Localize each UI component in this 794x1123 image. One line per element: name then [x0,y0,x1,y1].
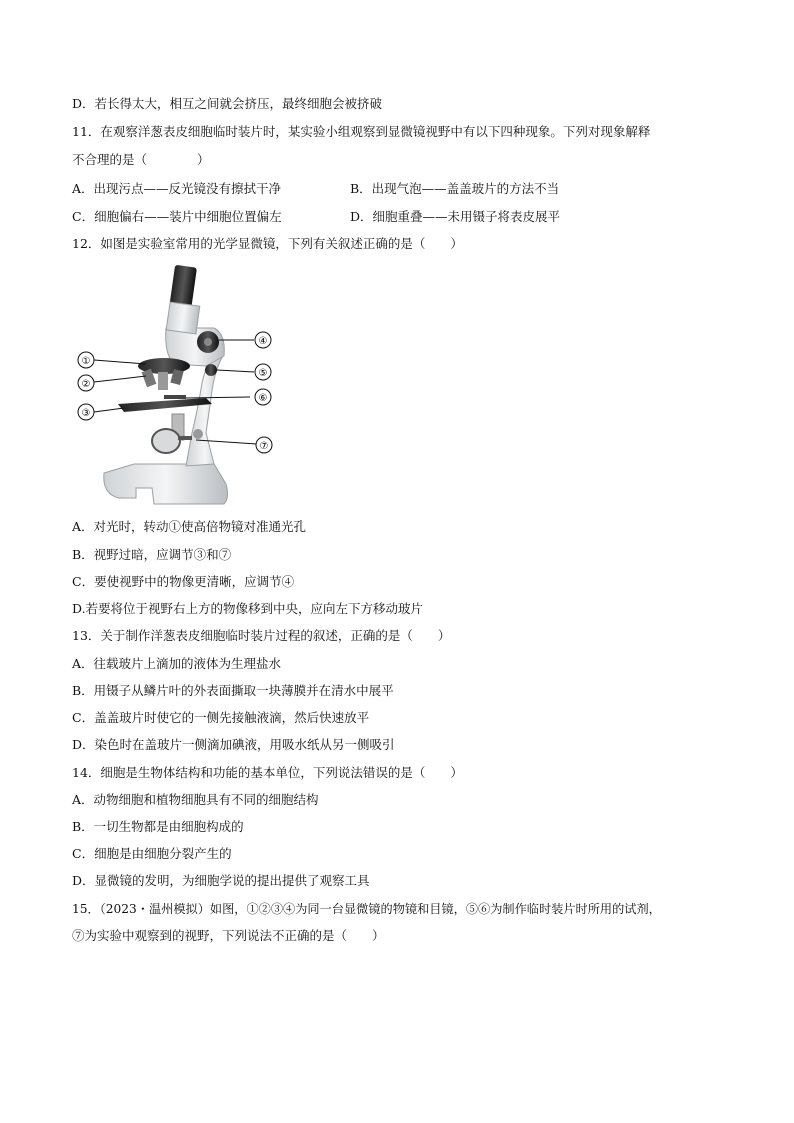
svg-text:③: ③ [81,408,91,419]
svg-text:⑦: ⑦ [259,441,269,452]
q14-option-b: B．一切生物都是由细胞构成的 [72,819,244,834]
q14-option-c: C．细胞是由细胞分裂产生的 [72,846,232,861]
fine-adjuster [205,364,217,376]
label-5 [255,364,271,380]
svg-text:⑥: ⑥ [258,393,268,404]
q15-stem-line1: 15．（2023・温州模拟）如图，①②③④为同一台显微镜的物镜和目镜，⑤⑥为制作临时装片时所用的试剂， [72,902,661,916]
q15-stem-line2: ⑦为实验中观察到的视野，下列说法不正确的是（ ） [72,928,385,943]
svg-text:①: ① [81,356,91,367]
svg-text:②: ② [81,379,91,390]
q11-option-d: D．细胞重叠——未用镊子将表皮展平 [350,209,561,224]
label-1 [78,352,94,368]
q13-option-c: C．盖盖玻片时使它的一侧先接触液滴，然后快速放平 [72,710,370,725]
label-7 [256,437,272,453]
q11-option-c: C．细胞偏右——装片中细胞位置偏左 [72,209,282,224]
microscope-base [104,464,228,504]
q11-option-b: B．出现气泡——盖盖玻片的方法不当 [350,181,560,196]
label-3 [78,404,94,420]
q14-option-d: D．显微镜的发明，为细胞学说的提出提供了观察工具 [72,873,370,888]
svg-text:⑤: ⑤ [258,368,268,379]
q14-option-a: A．动物细胞和植物细胞具有不同的细胞结构 [72,792,319,807]
label-4 [255,332,271,348]
q13-option-b: B．用镊子从鳞片叶的外表面撕取一块薄膜并在清水中展平 [72,683,394,698]
microscope-figure [74,258,284,508]
objective-2 [158,372,168,390]
svg-text:④: ④ [258,336,268,347]
q11-option-a: A．出现污点——反光镜没有擦拭干净 [72,181,282,196]
q14-stem: 14．细胞是生物体结构和功能的基本单位，下列说法错误的是（ ） [72,765,463,780]
q12-stem: 12．如图是实验室常用的光学显微镜，下列有关叙述正确的是（ ） [72,236,463,251]
q11-stem-line1: 11．在观察洋葱表皮细胞临时装片时，某实验小组观察到显微镜视野中有以下四种现象。下列对现象解释 [72,124,651,139]
tube [166,302,200,334]
q12-option-c: C．要使视野中的物像更清晰，应调节④ [72,574,295,589]
q13-stem: 13．关于制作洋葱表皮细胞临时装片过程的叙述，正确的是（ ） [72,628,451,643]
q13-option-d: D．染色时在盖玻片一侧滴加碘液，用吸水纸从另一侧吸引 [72,737,395,752]
label-2 [78,375,94,391]
mirror [152,429,180,453]
q10-option-d: D．若长得太大，相互之间就会挤压，最终细胞会被挤破 [72,96,383,111]
q12-option-a: A．对光时，转动①使高倍物镜对准通光孔 [72,519,307,534]
q12-option-d: D.若要将位于视野右上方的物像移到中央，应向左下方移动玻片 [72,601,424,616]
q13-option-a: A．往载玻片上滴加的液体为生理盐水 [72,656,282,671]
q11-stem-line2: 不合理的是（ ） [72,152,210,167]
q12-option-b: B．视野过暗，应调节③和⑦ [72,547,232,562]
label-6 [255,389,271,405]
